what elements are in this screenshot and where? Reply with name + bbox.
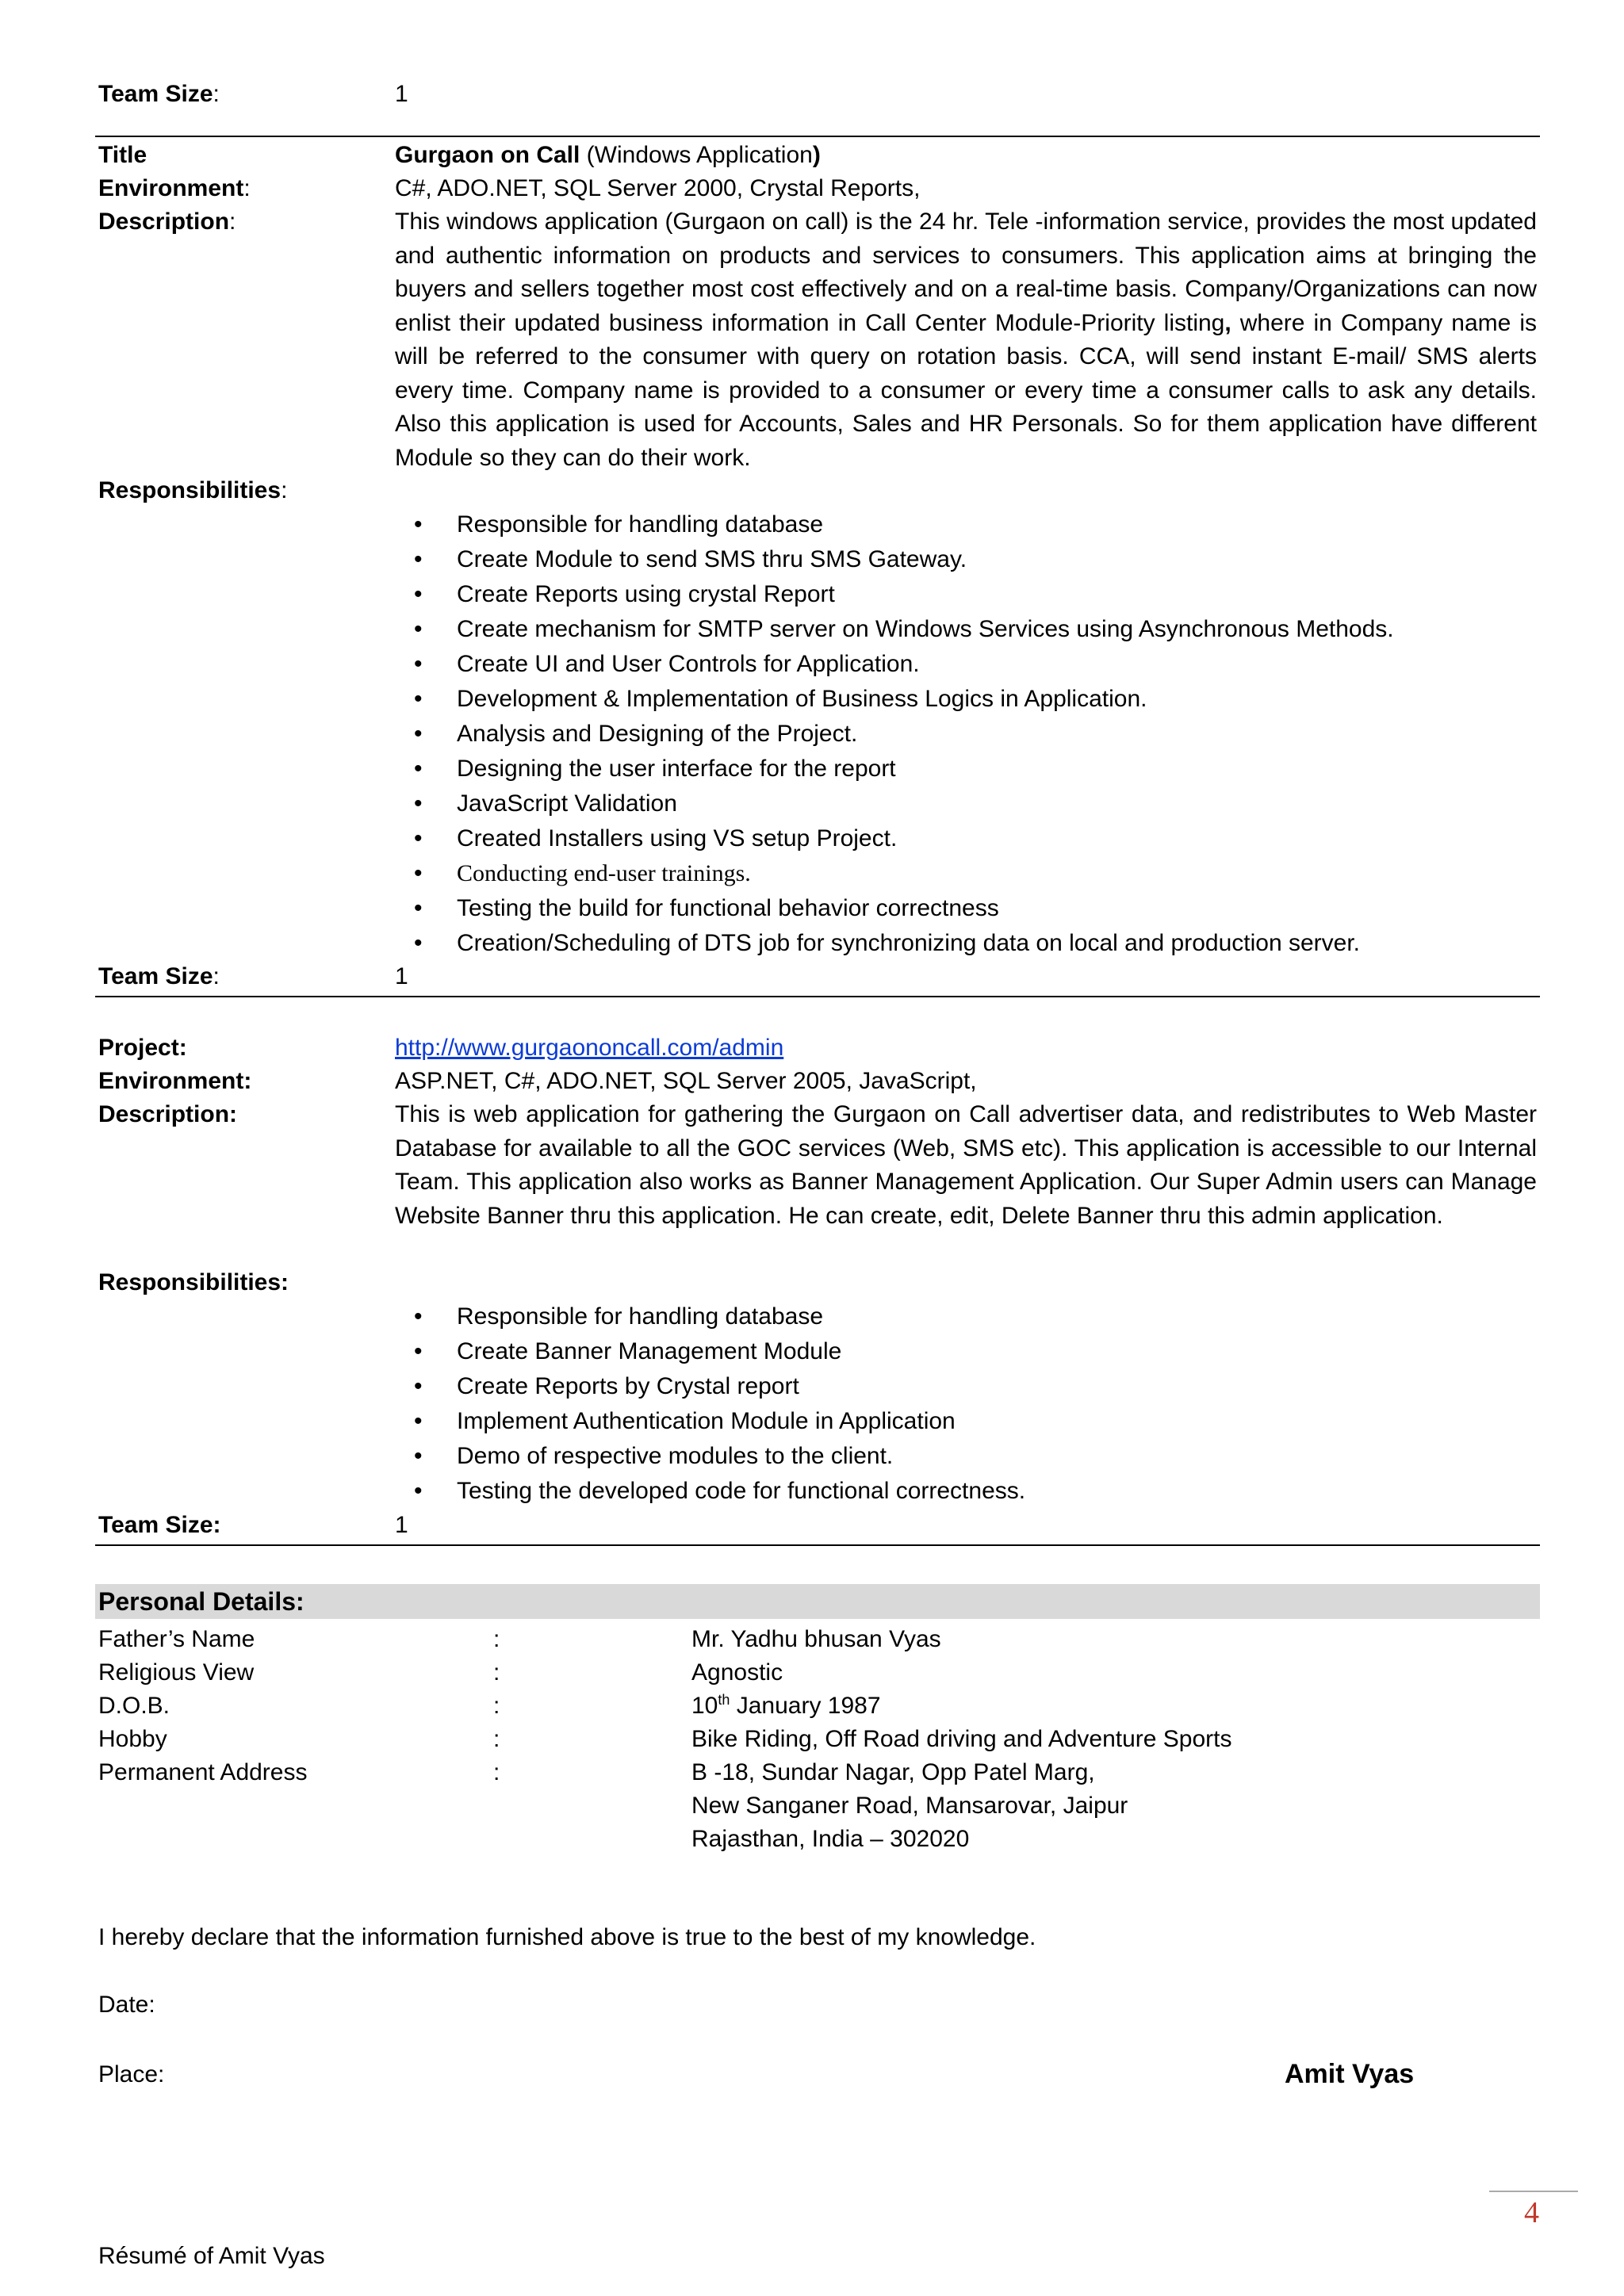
dob-colon: : [493,1693,500,1719]
bullet-icon: • [414,616,423,642]
list-item: • Create UI and User Controls for Application. [395,647,1394,682]
footer-resume-title: Résumé of Amit Vyas [98,2243,325,2269]
project-link[interactable] [395,1031,783,1065]
responsibilities-list [395,1299,1025,1509]
fathers-name-colon: : [493,1626,500,1652]
hobby-colon: : [493,1726,500,1752]
title-label: Title [98,142,147,168]
environment-label: Environment: [98,1068,252,1094]
team-size-value: 1 [395,1512,408,1538]
list-item: • Conducting end-user trainings. [395,856,1394,891]
environment-value: C#, ADO.NET, SQL Server 2000, Crystal Reports, [395,175,921,201]
responsibilities-list [395,507,1394,961]
bullet-icon: • [414,1408,423,1434]
list-item: • Creation/Scheduling of DTS job for synchronizing data on local and production server. [395,926,1394,961]
list-item: • Demo of respective modules to the client. [395,1439,1025,1474]
address-label: Permanent Address [98,1759,308,1785]
bullet-icon: • [414,790,423,817]
project-title: Gurgaon on Call (Windows Application) [395,142,821,168]
bullet-icon: • [414,511,423,538]
list-item: • Implement Authentication Module in Application [395,1404,1025,1439]
bullet-icon: • [414,825,423,851]
personal-details-heading-bar [95,1584,1540,1619]
bullet-icon: • [414,1478,423,1504]
list-item: • Create mechanism for SMTP server on Windows Services using Asynchronous Methods. [395,612,1394,647]
environment-value: ASP.NET, C#, ADO.NET, SQL Server 2005, JavaScript, [395,1068,977,1094]
project-description: This is web application for gathering the Gurgaon on Call advertiser data, and redistributes to Web Master Database for available to all the GOC services (Web, SMS etc). This application is accessible to our Internal Team. This application also works as Banner Management Application. Our Super Admin users can Manage Website Banner thru this application. He can create, edit, Delete Banner thru this admin application. [395,1101,1537,1229]
team-size-value: 1 [395,963,408,989]
list-item: • Responsible for handling database [395,1299,1025,1334]
project-url-link[interactable]: http://www.gurgaononcall.com/admin [395,1035,784,1061]
dob-value: 10th January 1987 [691,1692,881,1719]
list-item: • Create Reports by Crystal report [395,1369,1025,1404]
description-label: Description: [98,209,236,235]
bullet-icon: • [414,651,423,677]
address-line-3: Rajasthan, India – 302020 [691,1826,970,1852]
hobby-value: Bike Riding, Off Road driving and Adventure Sports [691,1726,1232,1752]
signature-name: Amit Vyas [1285,2059,1415,2089]
declaration-text: I hereby declare that the information furnished above is true to the best of my knowledge. [98,1924,1036,1950]
project-label: Project: [98,1035,187,1061]
responsibilities-label: Responsibilities: [98,477,288,503]
personal-details-heading: Personal Details: [98,1587,304,1616]
list-item: • Designing the user interface for the report [395,752,1394,786]
fathers-name-label: Father’s Name [98,1626,255,1652]
bullet-icon: • [414,581,423,607]
date-label: Date: [98,1992,155,2018]
list-item: • Testing the build for functional behavior correctness [395,891,1394,926]
list-item: • Created Installers using VS setup Project. [395,821,1394,856]
hobby-label: Hobby [98,1726,167,1752]
environment-label: Environment: [98,175,251,201]
top-team-size-value: 1 [395,81,408,107]
page-number: 4 [1524,2196,1539,2229]
bullet-icon: • [414,1338,423,1364]
list-item: • Create Module to send SMS thru SMS Gateway. [395,542,1394,577]
fathers-name-value: Mr. Yadhu bhusan Vyas [691,1626,941,1652]
bullet-icon: • [414,1373,423,1399]
bullet-icon: • [414,930,423,956]
team-size-label: Team Size: [98,1512,221,1538]
bullet-icon: • [414,860,423,886]
religious-view-label: Religious View [98,1659,255,1686]
list-item: • Development & Implementation of Business Logics in Application. [395,682,1394,717]
list-item: • JavaScript Validation [395,786,1394,821]
section-divider [95,996,1540,997]
list-item: • Testing the developed code for functional correctness. [395,1474,1025,1509]
list-item: • Create Reports using crystal Report [395,577,1394,612]
bullet-icon: • [414,1303,423,1330]
list-item: • Responsible for handling database [395,507,1394,542]
bullet-icon: • [414,756,423,782]
bullet-icon: • [414,895,423,921]
team-size-label: Team Size: [98,963,220,989]
top-team-size-label: Team Size: [98,81,220,107]
responsibilities-label: Responsibilities: [98,1269,289,1295]
project-description: This windows application (Gurgaon on call) is the 24 hr. Tele -information service, provides the most updated and authentic information on products and services to consumers. This application aims at bringing the buyers and sellers together most cost effectively and on a real-time basis. Company/Organizations can now enlist their updated business information in Call Center Module-Priority listing, where in Company name is will be referred to the consumer with query on rotation basis. CCA, will send instant E-mail/ SMS alerts every time. Company name is provided to a consumer or every time a consumer calls to ask any details. Also this application is used for Accounts, Sales and HR Personals. So for them application have different Module so they can do their work. [395,209,1538,471]
section-divider [95,136,1540,137]
address-line-1: B -18, Sundar Nagar, Opp Patel Marg, [691,1759,1095,1785]
place-label: Place: [98,2061,165,2087]
bullet-icon: • [414,686,423,712]
bullet-icon: • [414,546,423,572]
section-divider [95,1544,1540,1546]
address-line-2: New Sanganer Road, Mansarovar, Jaipur [691,1793,1128,1819]
description-label: Description: [98,1101,238,1127]
dob-label: D.O.B. [98,1693,170,1719]
page-number-rule [1489,2191,1578,2192]
list-item: • Create Banner Management Module [395,1334,1025,1369]
address-colon: : [493,1759,500,1785]
list-item: • Analysis and Designing of the Project. [395,717,1394,752]
bullet-icon: • [414,1443,423,1469]
religious-view-colon: : [493,1659,500,1686]
religious-view-value: Agnostic [691,1659,783,1686]
bullet-icon: • [414,721,423,747]
